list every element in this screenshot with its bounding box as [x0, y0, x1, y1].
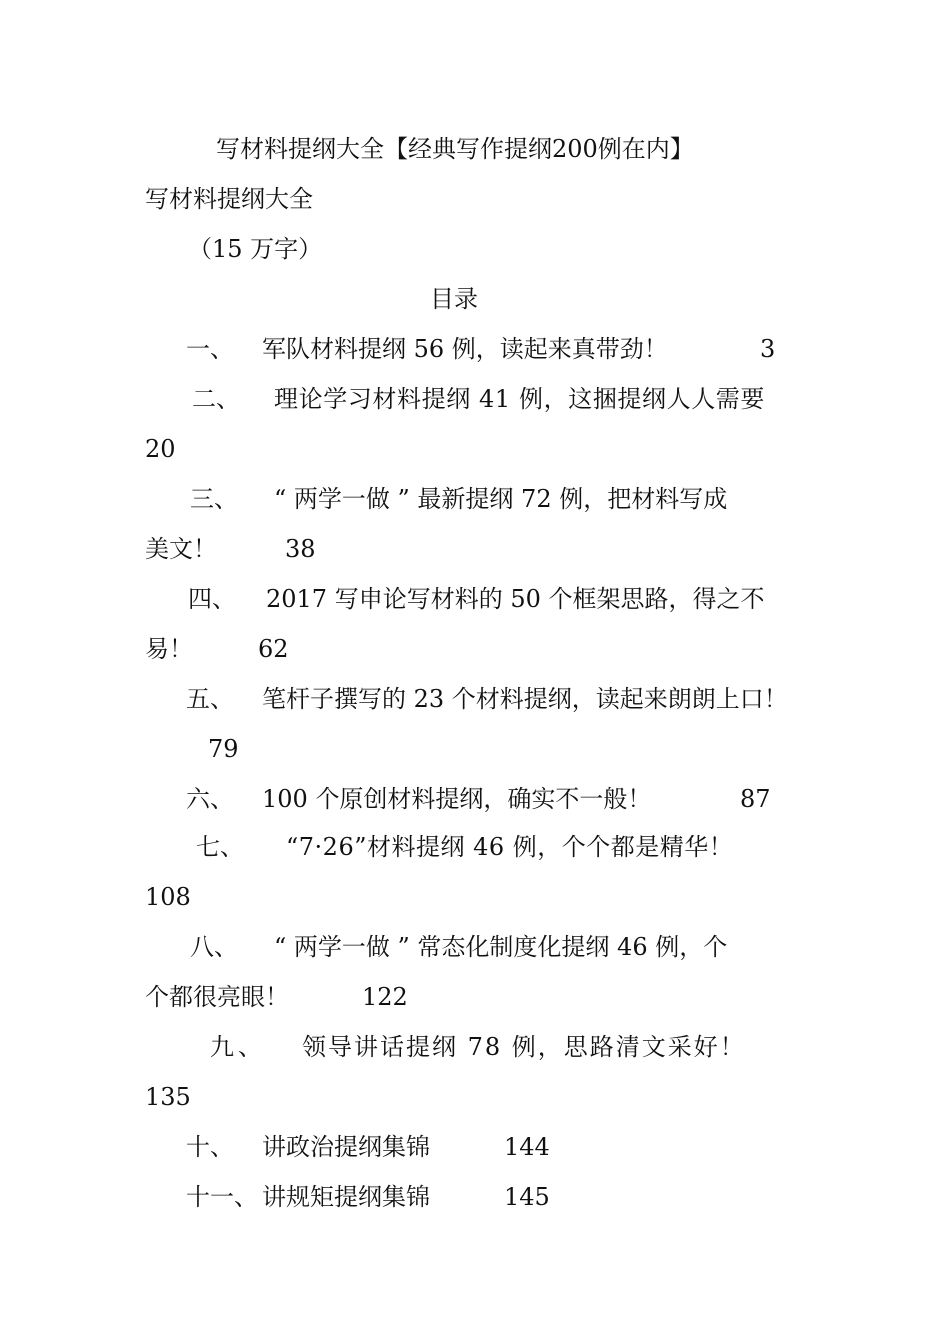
toc-entry-page: 62	[258, 635, 289, 663]
toc-entry-page: 122	[362, 983, 408, 1011]
toc-entry-number: 六、	[186, 785, 234, 813]
toc-entry-number: 五、	[186, 685, 234, 713]
toc-entry-page: 38	[285, 535, 316, 563]
toc-entry-title: 笔杆子撰写的 23 个材料提纲，读起来朗朗上口！	[262, 685, 788, 713]
toc-entry-title-continued: 易！	[145, 635, 193, 663]
toc-entry-number: 七、	[196, 833, 244, 861]
toc-entry-number: 四、	[188, 585, 236, 613]
toc-entry-number: 九、	[210, 1033, 266, 1061]
toc-entry-number: 二、	[192, 385, 240, 413]
toc-entry-title: “7·26”材料提纲 46 例，个个都是精华！	[286, 833, 734, 861]
toc-entry-title-continued: 个都很亮眼！	[145, 983, 289, 1011]
toc-entry-page: 108	[145, 883, 191, 911]
toc-entry-page: 20	[145, 435, 176, 463]
word-count: （15 万字）	[188, 235, 323, 263]
toc-entry-title: 军队材料提纲 56 例，读起来真带劲！	[262, 335, 668, 363]
document-subtitle: 写材料提纲大全	[145, 185, 313, 213]
toc-entry-title: 领导讲话提纲 78 例，思路清文采好！	[302, 1033, 746, 1061]
toc-entry-title: 100 个原创材料提纲，确实不一般！	[262, 785, 652, 813]
toc-entry-page: 135	[145, 1083, 191, 1111]
toc-entry-title: 讲规矩提纲集锦	[262, 1183, 430, 1211]
document-title: 写材料提纲大全【经典写作提纲200例在内】	[216, 135, 694, 163]
toc-entry-title: “ 两学一做 ” 最新提纲 72 例，把材料写成	[274, 485, 728, 513]
toc-entry-number: 十一、	[186, 1183, 258, 1211]
toc-entry-title: 讲政治提纲集锦	[262, 1133, 430, 1161]
toc-entry-title: “ 两学一做 ” 常态化制度化提纲 46 例，个	[274, 933, 728, 961]
toc-entry-page: 79	[208, 735, 239, 763]
toc-entry-page: 3	[760, 335, 776, 363]
toc-entry-page: 87	[740, 785, 771, 813]
toc-entry-number: 三、	[190, 485, 238, 513]
toc-entry-page: 145	[504, 1183, 550, 1211]
toc-entry-title: 理论学习材料提纲 41 例，这捆提纲人人需要	[274, 385, 765, 413]
toc-entry-title-continued: 美文！	[145, 535, 217, 563]
toc-heading: 目录	[430, 285, 478, 313]
toc-entry-page: 144	[504, 1133, 550, 1161]
toc-entry-number: 八、	[190, 933, 238, 961]
toc-entry-number: 十、	[186, 1133, 234, 1161]
toc-entry-title: 2017 写申论写材料的 50 个框架思路，得之不	[266, 585, 765, 613]
toc-entry-number: 一、	[186, 335, 234, 363]
